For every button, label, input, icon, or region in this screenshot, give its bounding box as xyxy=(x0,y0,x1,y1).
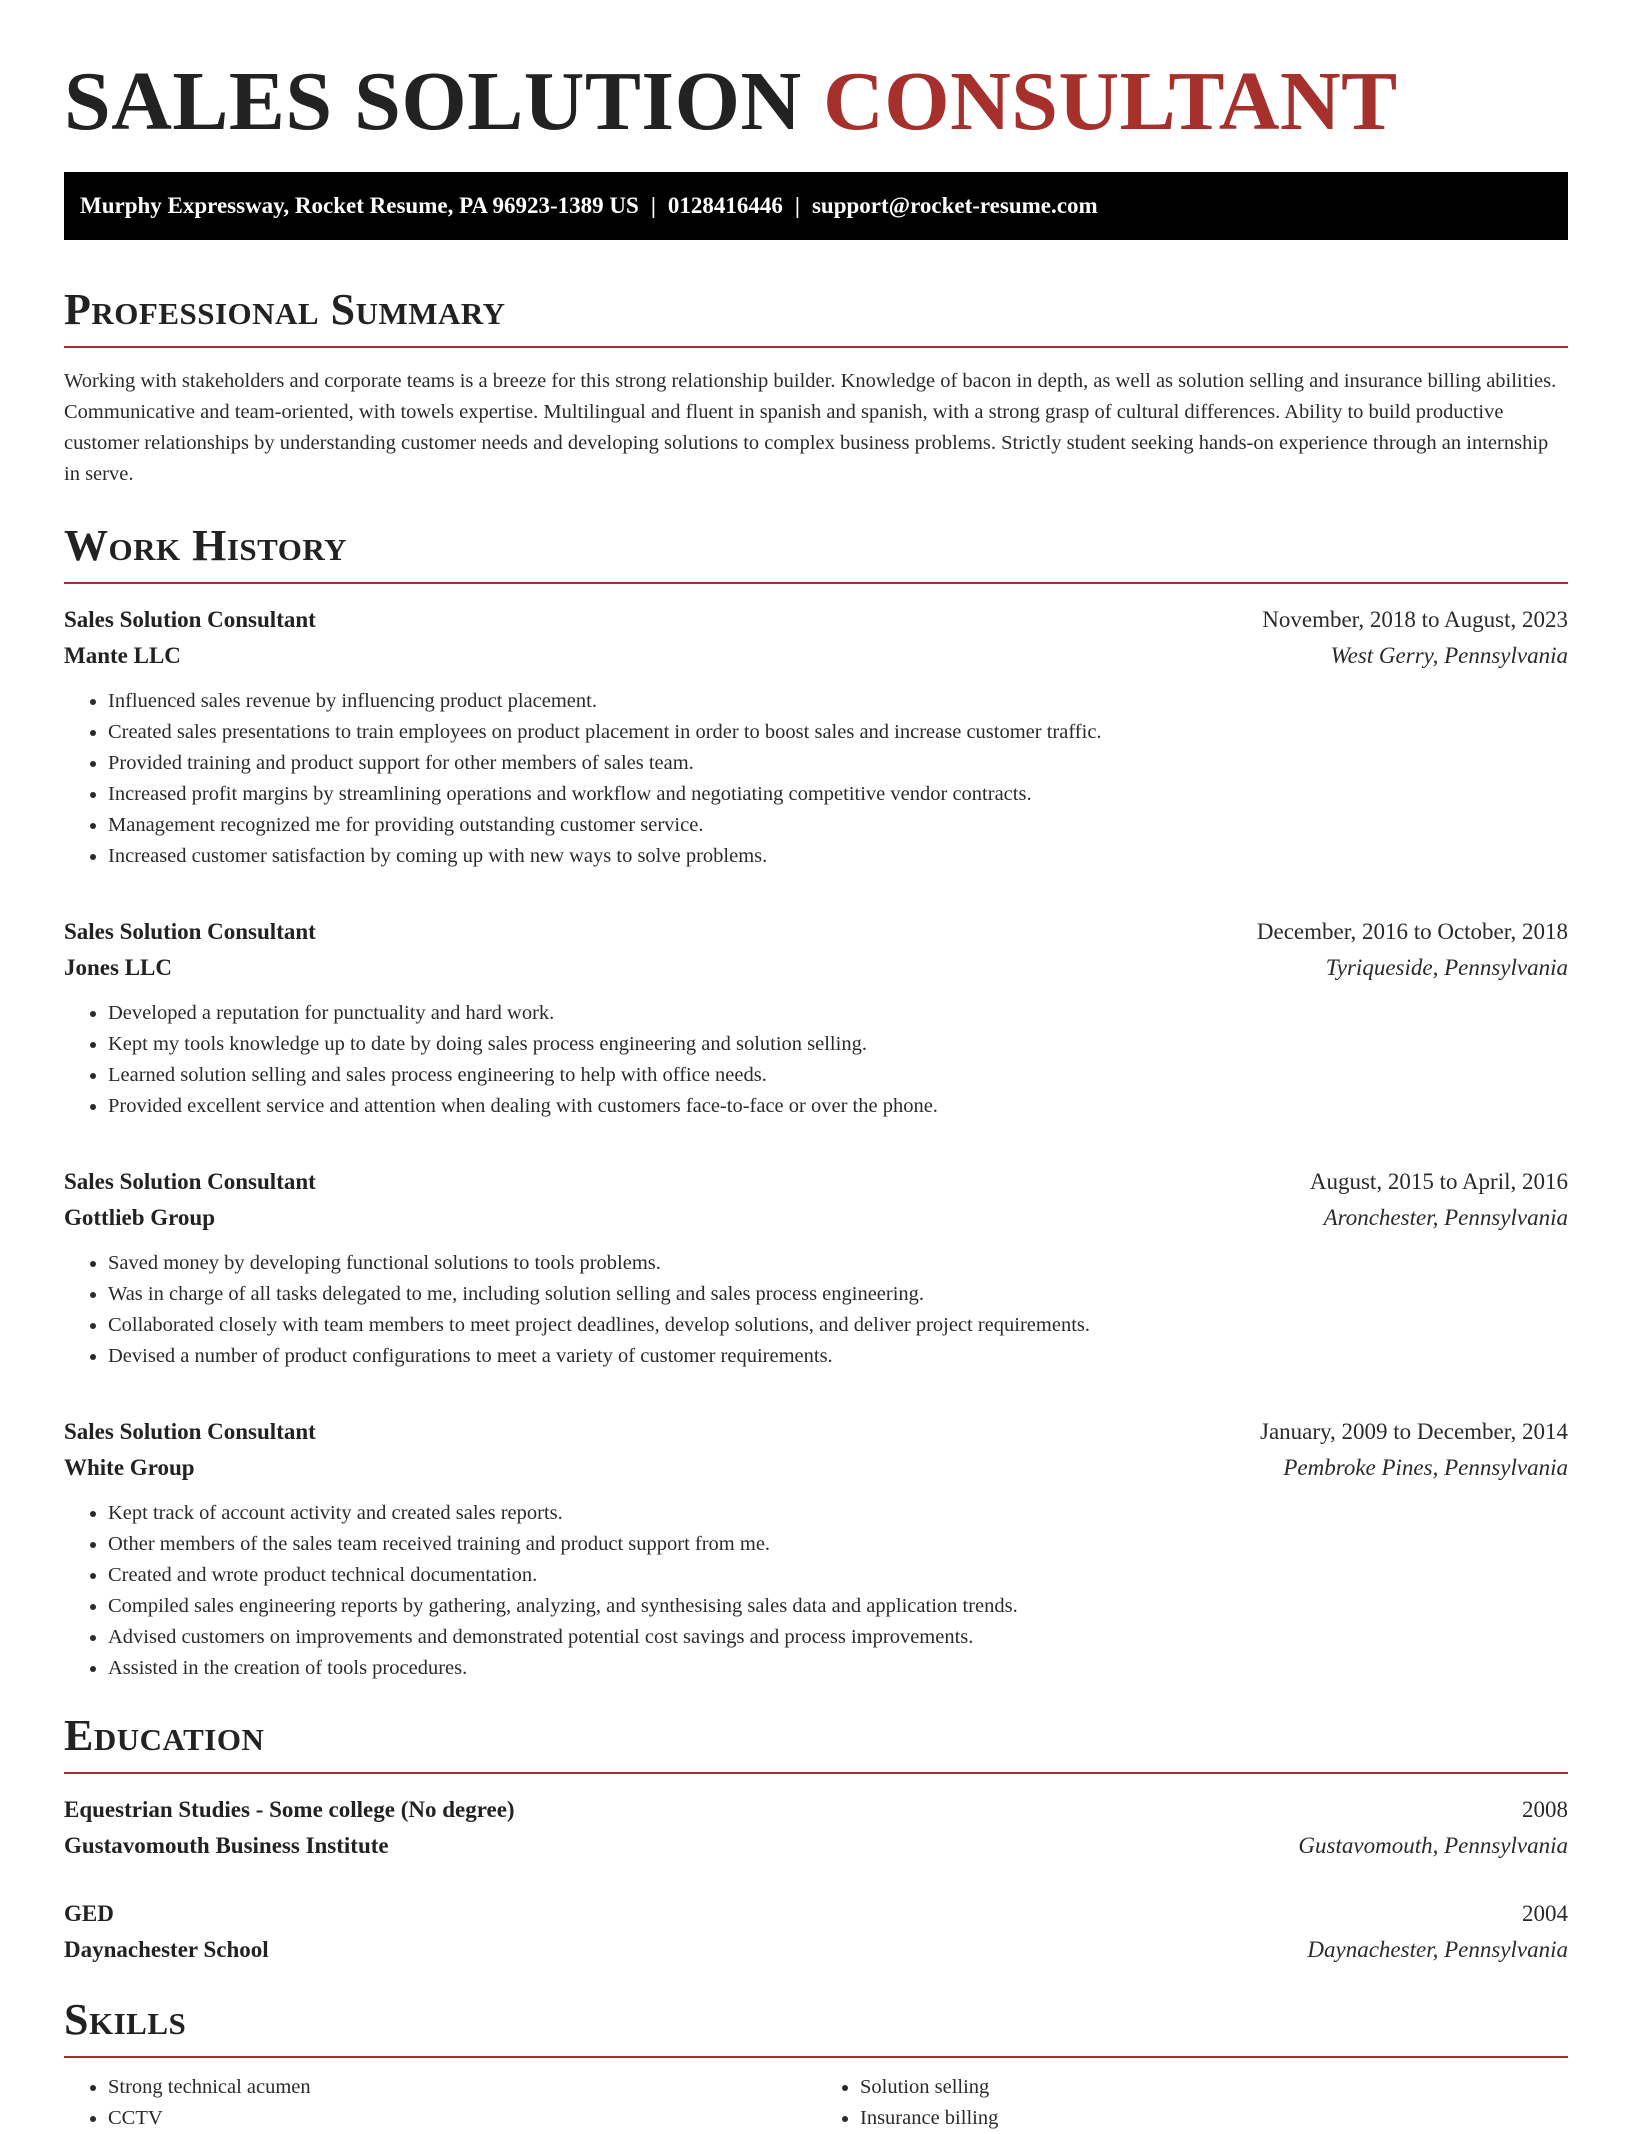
education-school-row xyxy=(64,1828,1568,1864)
education-entry xyxy=(64,1896,1568,1968)
job-bullet: • Increased customer satisfaction by coming up with new ways to solve problems. xyxy=(108,841,1568,872)
title-accent: CONSULTANT xyxy=(823,55,1398,148)
job-title: Sales Solution Consultant xyxy=(64,919,316,944)
resume-title xyxy=(64,0,1568,152)
job-bullet: • Was in charge of all tasks delegated to me, including solution selling and sales process engineering. xyxy=(108,1279,1568,1310)
skills-list xyxy=(64,2072,1568,2134)
job-bullet: • Increased profit margins by streamlining operations and workflow and negotiating competitive vendor contracts. xyxy=(108,779,1568,810)
job-bullet: • Management recognized me for providing outstanding customer service. xyxy=(108,810,1568,841)
job-bullets xyxy=(64,998,1568,1122)
job-dates: November, 2018 to August, 2023 xyxy=(1262,607,1568,632)
work-history-heading: Work History xyxy=(64,521,348,570)
job-title: Sales Solution Consultant xyxy=(64,1419,316,1444)
education-degree: Equestrian Studies - Some college (No degree) xyxy=(64,1797,515,1822)
contact-separator: | xyxy=(650,193,656,218)
skills-column-left xyxy=(64,2072,816,2134)
skills-heading: Skills xyxy=(64,1995,187,2044)
job-header-row xyxy=(64,914,1568,950)
job-company-row xyxy=(64,950,1568,986)
job-company-row xyxy=(64,638,1568,674)
job-header-row xyxy=(64,1164,1568,1200)
skills-column-right xyxy=(816,2072,1568,2134)
section-divider xyxy=(64,1772,1568,1774)
job-dates: January, 2009 to December, 2014 xyxy=(1260,1419,1568,1444)
education-school: Gustavomouth Business Institute xyxy=(64,1833,389,1858)
job-bullet: • Kept my tools knowledge up to date by doing sales process engineering and solution selling. xyxy=(108,1029,1568,1060)
job-location: Pembroke Pines, Pennsylvania xyxy=(1283,1455,1568,1480)
job-bullet: • Other members of the sales team received training and product support from me. xyxy=(108,1529,1568,1560)
skill-item: • CCTV xyxy=(108,2103,816,2134)
job-bullets xyxy=(64,1498,1568,1684)
education-school-row xyxy=(64,1932,1568,1968)
job-bullet: • Kept track of account activity and created sales reports. xyxy=(108,1498,1568,1529)
job-company-row xyxy=(64,1450,1568,1486)
skill-item: • Strong technical acumen xyxy=(108,2072,816,2103)
job-company-row xyxy=(64,1200,1568,1236)
summary-text: Working with stakeholders and corporate teams is a breeze for this strong relationship builder. Knowledge of bacon in depth, as well as solution selling and insurance billing abilities. Communicative and team-oriented, with towels expertise. Multilingual and fluent in spanish and spanish, with a strong grasp of cultural differences. Ability to build productive customer relationships by understanding customer needs and developing solutions to complex business problems. Strictly student seeking hands-on experience through an internship in serve. xyxy=(64,370,1557,485)
contact-email: support@rocket-resume.com xyxy=(811,193,1098,218)
education-degree: GED xyxy=(64,1901,114,1926)
education-location: Gustavomouth, Pennsylvania xyxy=(1298,1833,1568,1858)
section-divider xyxy=(64,582,1568,584)
contact-bar xyxy=(64,172,1568,240)
job-bullet: • Learned solution selling and sales process engineering to help with office needs. xyxy=(108,1060,1568,1091)
job-bullet: • Collaborated closely with team members to meet project deadlines, develop solutions, and deliver project requirements. xyxy=(108,1310,1568,1341)
job-company: Gottlieb Group xyxy=(64,1205,216,1230)
skill-item: • Solution selling xyxy=(860,2072,1568,2103)
job-entry xyxy=(64,602,1568,872)
job-bullet: • Advised customers on improvements and demonstrated potential cost savings and process improvements. xyxy=(108,1622,1568,1653)
job-bullet: • Developed a reputation for punctuality and hard work. xyxy=(108,998,1568,1029)
job-header-row xyxy=(64,602,1568,638)
job-bullet: • Saved money by developing functional solutions to tools problems. xyxy=(108,1248,1568,1279)
section-divider xyxy=(64,346,1568,348)
contact-address: Murphy Expressway, Rocket Resume, PA 96923-1389 US xyxy=(80,193,639,218)
education-heading: Education xyxy=(64,1711,265,1760)
job-bullet: • Influenced sales revenue by influencing product placement. xyxy=(108,686,1568,717)
job-bullets xyxy=(64,686,1568,872)
job-company: Mante LLC xyxy=(64,643,181,668)
job-header-row xyxy=(64,1414,1568,1450)
job-bullets xyxy=(64,1248,1568,1372)
job-entry xyxy=(64,1414,1568,1684)
job-location: Tyriqueside, Pennsylvania xyxy=(1325,955,1568,980)
education-year: 2004 xyxy=(1522,1901,1568,1926)
job-entry xyxy=(64,1164,1568,1372)
education-year: 2008 xyxy=(1522,1797,1568,1822)
section-divider xyxy=(64,2056,1568,2058)
education-header-row xyxy=(64,1896,1568,1932)
job-title: Sales Solution Consultant xyxy=(64,607,316,632)
job-title: Sales Solution Consultant xyxy=(64,1169,316,1194)
education-location: Daynachester, Pennsylvania xyxy=(1307,1937,1568,1962)
job-dates: August, 2015 to April, 2016 xyxy=(1309,1169,1568,1194)
title-main: SALES SOLUTION xyxy=(64,55,802,148)
education-school: Daynachester School xyxy=(64,1937,269,1962)
education-entry xyxy=(64,1792,1568,1864)
contact-separator: | xyxy=(794,193,800,218)
job-bullet: • Provided excellent service and attention when dealing with customers face-to-face or over the phone. xyxy=(108,1091,1568,1122)
job-company: White Group xyxy=(64,1455,195,1480)
job-bullet: • Created and wrote product technical documentation. xyxy=(108,1560,1568,1591)
job-bullet: • Devised a number of product configurations to meet a variety of customer requirements. xyxy=(108,1341,1568,1372)
job-dates: December, 2016 to October, 2018 xyxy=(1256,919,1568,944)
contact-phone: 0128416446 xyxy=(667,193,783,218)
job-entry xyxy=(64,914,1568,1122)
job-location: West Gerry, Pennsylvania xyxy=(1330,643,1568,668)
job-bullet: • Assisted in the creation of tools procedures. xyxy=(108,1653,1568,1684)
job-company: Jones LLC xyxy=(64,955,172,980)
job-bullet: • Provided training and product support for other members of sales team. xyxy=(108,748,1568,779)
skill-item: • Insurance billing xyxy=(860,2103,1568,2134)
job-bullet: • Compiled sales engineering reports by gathering, analyzing, and synthesising sales data and application trends. xyxy=(108,1591,1568,1622)
education-header-row xyxy=(64,1792,1568,1828)
job-bullet: • Created sales presentations to train employees on product placement in order to boost sales and increase customer traffic. xyxy=(108,717,1568,748)
job-location: Aronchester, Pennsylvania xyxy=(1323,1205,1568,1230)
summary-heading: Professional Summary xyxy=(64,285,506,334)
